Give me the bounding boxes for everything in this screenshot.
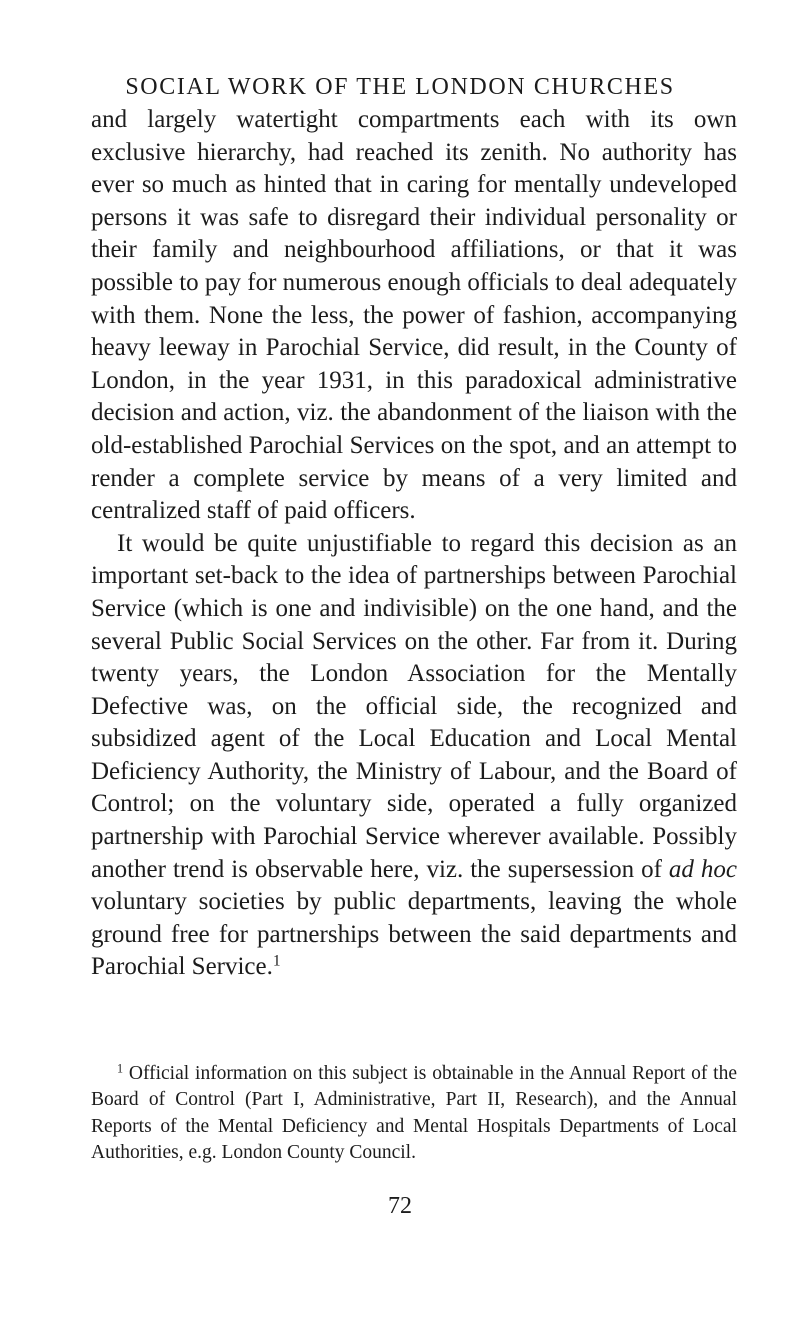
footnote-paragraph (91, 1061, 737, 1167)
footnote-marker: 1 (117, 1061, 124, 1076)
italic-phrase: ad hoc (668, 855, 737, 883)
running-header: SOCIAL WORK OF THE LONDON CHURCHES (125, 74, 675, 100)
paragraph-2 (91, 528, 737, 984)
footnote (91, 1061, 737, 1167)
footnote-text: Official information on this subject is obtainable in the Annual Report of the Board of Control (Part I, Administrative, Part II, Research), and the Annual Reports of the Mental Deficiency and Mental Hospitals Departments of Local Authorities, e.g. London County Council. (91, 1063, 737, 1164)
body-text (91, 104, 737, 984)
footnote-reference: 1 (272, 952, 281, 970)
page-number: 72 (388, 1193, 412, 1219)
paragraph-2-text-start: It would be quite unjustifiable to regard this decision as an important set-back to the idea of partnerships between Parochial Service (which is one and indivisible) on the one hand, and the several Public Social Services on the other. Far from it. During twenty years, the London Association for the Mentally Defective was, on the official side, the recognized and subsidized agent of the Local Education and Local Mental Deficiency Authority, the Ministry of Labour, and the Board of Control; on the voluntary side, operated a fully organized partnership with Parochial Service wherever available. Possibly another trend is observable here, viz. the supersession of (91, 529, 737, 883)
paragraph-2-text-end: voluntary societies by public departments, leaving the whole ground free for partnerships between the said departments and Parochial Service. (91, 888, 737, 981)
paragraph-1: and largely watertight compartments each with its own exclusive hierarchy, had reached its zenith. No authority has ever so much as hinted that in caring for mentally undeveloped persons it was safe to disregard their individual personality or their family and neighbourhood affiliations, or that it was possible to pay for numerous enough officials to deal adequately with them. None the less, the power of fashion, accompanying heavy leeway in Parochial Service, did result, in the County of London, in the year 1931, in this paradoxical administrative decision and action, viz. the abandonment of the liaison with the old-established Parochial Services on the spot, and an attempt to render a complete service by means of a very limited and centralized staff of paid officers. (91, 106, 737, 525)
